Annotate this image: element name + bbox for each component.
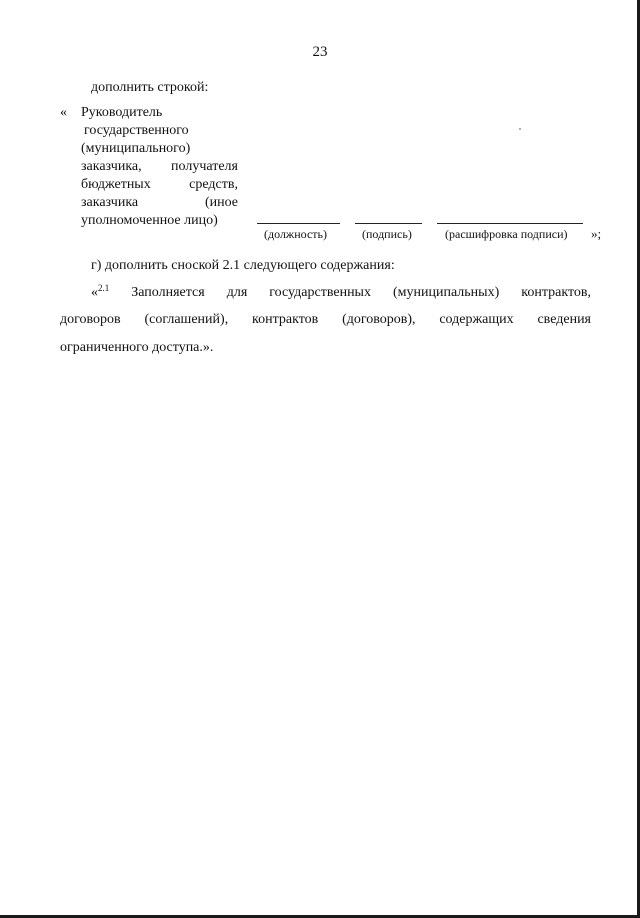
footnote-line-2: договоров (соглашений), контрактов (договоров), содержащих сведения — [60, 312, 591, 327]
decoding-signature-line — [437, 223, 583, 224]
position-signature-line — [257, 223, 340, 224]
position-caption: (должность) — [264, 227, 327, 241]
role-line: уполномоченное лицо) — [81, 213, 218, 228]
scan-speck — [519, 128, 521, 130]
page-number: 23 — [312, 44, 328, 60]
role-line: заказчика (иное — [81, 195, 238, 210]
role-line: бюджетных средств, — [81, 177, 238, 192]
open-quote: « — [60, 105, 67, 120]
role-line: государственного — [84, 123, 189, 138]
footnote-text-1: Заполняется для государственных (муниципальных) контрактов, — [131, 285, 591, 300]
footnote-line-1 — [91, 285, 591, 301]
close-quote: »; — [591, 226, 602, 241]
role-block — [81, 104, 238, 230]
signature-caption: (подпись) — [362, 227, 412, 241]
signature-line — [355, 223, 422, 224]
footnote-line-3: ограниченного доступа.». — [60, 340, 214, 355]
footnote-marker: 2.1 — [98, 283, 110, 293]
paragraph-g: г) дополнить сноской 2.1 следующего содержания: — [91, 258, 395, 273]
role-line: заказчика, получателя — [81, 159, 238, 174]
role-line: (муниципального) — [81, 141, 191, 156]
footnote-open-quote: « — [91, 285, 98, 300]
intro-line: дополнить строкой: — [91, 80, 209, 95]
role-line: Руководитель — [81, 105, 163, 120]
decoding-caption: (расшифровка подписи) — [445, 227, 568, 241]
